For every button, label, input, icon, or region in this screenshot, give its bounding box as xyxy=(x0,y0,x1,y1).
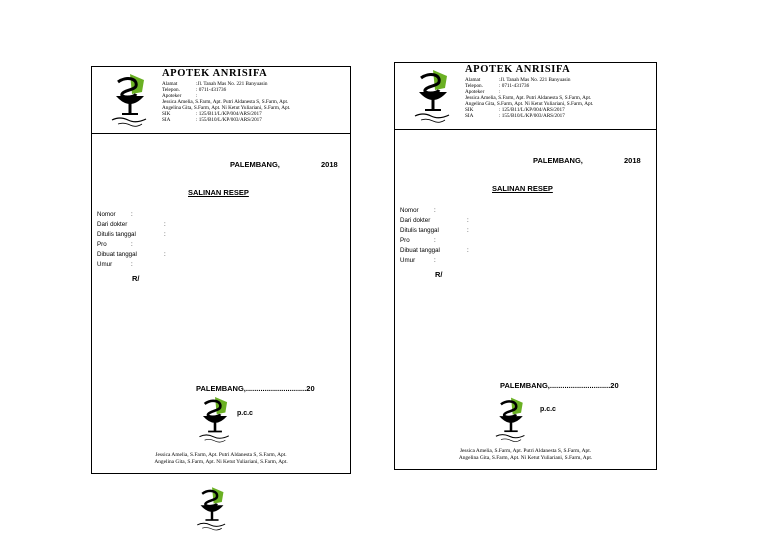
signature-date-line: PALEMBANG,.............................20 xyxy=(196,384,315,393)
field-dari-dokter: Dari dokter : xyxy=(97,221,166,228)
field-ditulis-tanggal: Ditulis tanggal : xyxy=(400,227,469,234)
document-heading: SALINAN RESEP xyxy=(492,184,553,193)
pharmacy-title: APOTEK ANRISIFA xyxy=(465,64,571,75)
pharmacy-title: APOTEK ANRISIFA xyxy=(162,68,268,79)
field-pro: Pro : xyxy=(400,237,436,244)
field-dibuat-tanggal: Dibuat tanggal : xyxy=(400,247,469,254)
document-heading: SALINAN RESEP xyxy=(188,188,249,197)
address-line: Alamat :Jl. Tanah Mas No. 221 Banyuasin xyxy=(465,77,571,83)
pharmacists-line-1: Jessica Amelia, S.Farm, Apt. Putri Aldanesta S, S.Farm, Apt. xyxy=(465,95,592,101)
bowl-of-hygieia-icon xyxy=(196,395,234,449)
sik-line: SIK : 125/B11/L/KP/004/ARS/2017 xyxy=(162,111,262,117)
pharmacist-label: Apoteker : xyxy=(465,89,501,95)
sia-line: SIA : 155/B10/L/KP/003/ARS/2017 xyxy=(162,117,262,123)
field-dibuat-tanggal: Dibuat tanggal : xyxy=(97,251,166,258)
footer-pharmacists-2: Angelina Gita, S.Farm, Apt. Ni Ketut Yuliariani, S.Farm, Apt. xyxy=(154,459,288,465)
pharmacy-header xyxy=(395,63,656,130)
footer-pharmacists-1: Jessica Amelia, S.Farm, Apt. Putri Aldanesta S, S.Farm, Apt. xyxy=(459,448,592,454)
pcc-label: p.c.c xyxy=(237,410,253,417)
field-dari-dokter: Dari dokter : xyxy=(400,217,469,224)
sia-line: SIA : 155/B10/L/KP/003/ARS/2017 xyxy=(465,113,565,119)
field-nomor: Nomor : xyxy=(400,207,436,214)
pharmacists-line-2: Angelina Gita, S.Farm, Apt. Ni Ketut Yuliariani, S.Farm, Apt. xyxy=(465,101,594,107)
prescription-copy-form-left xyxy=(91,66,351,474)
bowl-of-hygieia-icon xyxy=(411,68,455,130)
sik-line: SIK : 125/B11/L/KP/004/ARS/2017 xyxy=(465,107,565,113)
bowl-of-hygieia-icon xyxy=(492,396,530,448)
footer-pharmacists-2: Angelina Gita, S.Farm, Apt. Ni Ketut Yuliariani, S.Farm, Apt. xyxy=(458,455,593,461)
bowl-of-hygieia-icon xyxy=(194,484,230,538)
field-ditulis-tanggal: Ditulis tanggal : xyxy=(97,231,166,238)
field-nomor: Nomor : xyxy=(97,211,133,218)
phone-line: Telepon. : 0711-431736 xyxy=(465,83,530,89)
pharmacy-header xyxy=(92,67,350,134)
bowl-of-hygieia-icon xyxy=(108,72,152,134)
city-label: PALEMBANG, xyxy=(230,160,280,169)
phone-line: Telepon. : 0711-431736 xyxy=(162,87,227,93)
year-label: 2018 xyxy=(321,160,338,169)
pharmacist-label: Apoteker : xyxy=(162,93,198,99)
pharmacists-line-1: Jessica Amelia, S.Farm, Apt. Putri Aldanesta S, S.Farm, Apt. xyxy=(162,99,289,105)
pcc-label: p.c.c xyxy=(540,406,556,413)
footer-pharmacists-1: Jessica Amelia, S.Farm, Apt. Putri Aldanesta S, S.Farm, Apt. xyxy=(155,452,287,458)
rx-symbol: R/ xyxy=(435,270,443,279)
rx-symbol: R/ xyxy=(132,274,140,283)
address-line: Alamat :Jl. Tanah Mas No. 221 Banyuasin xyxy=(162,81,268,87)
field-umur: Umur : xyxy=(97,261,133,268)
prescription-copy-form-right xyxy=(394,62,657,470)
city-label: PALEMBANG, xyxy=(533,156,583,165)
pharmacists-line-2: Angelina Gita, S.Farm, Apt. Ni Ketut Yuliariani, S.Farm, Apt. xyxy=(162,105,291,111)
field-umur: Umur : xyxy=(400,257,436,264)
field-pro: Pro : xyxy=(97,241,133,248)
year-label: 2018 xyxy=(624,156,641,165)
signature-date-line: PALEMBANG,.............................20 xyxy=(500,381,619,390)
